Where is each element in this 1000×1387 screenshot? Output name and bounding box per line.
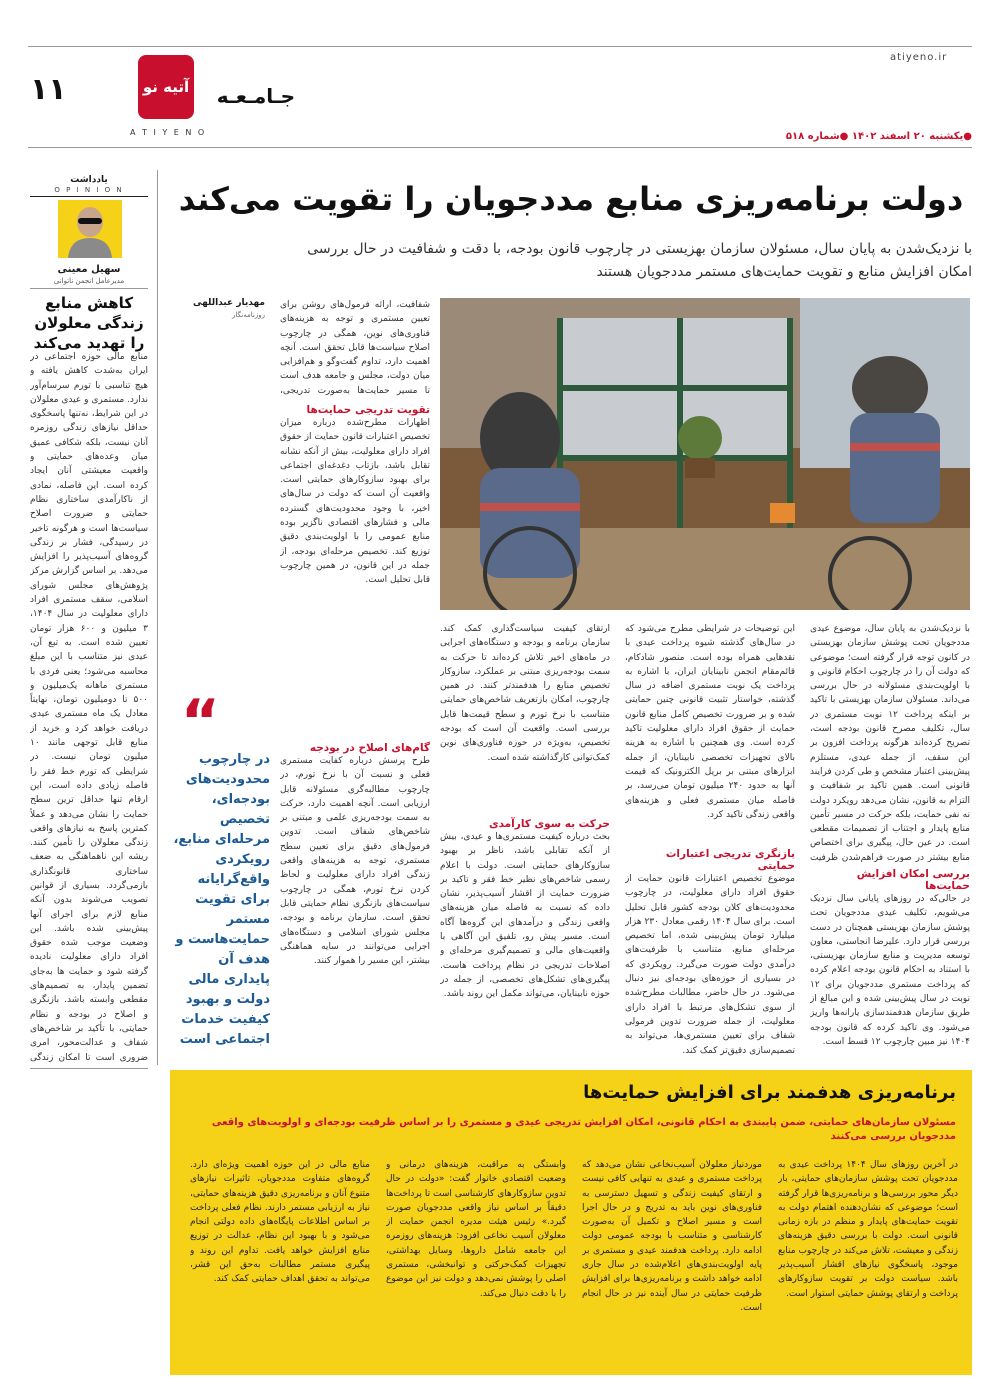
byline-name: مهدیار عبداللهی xyxy=(193,298,265,308)
col3-body: ارتقای کیفیت سیاست‌گذاری کمک کند. سازمان برنامه و بودجه و دستگاه‌های اجرایی در ماه‌های اخیر تلاش کرده‌اند تا حرکت به سمت بودجه‌ریزی مبتنی بر عملکرد، سازوکار تخصیص منابع را هدفمندتر کنند. در همین چارچوب، امکان بازتعریف شاخص‌های حمایتی متناسب با نرخ تورم و سطح قیمت‌ها قابل بررسی است. واقعیت آن است که بودجه تخصیص، به‌ویژه در حوزه فناوری‌های نوین کمک‌توانی کارگذاشته شده است. xyxy=(440,624,610,763)
highlight-box xyxy=(170,1070,972,1375)
section-title: جـامـعـه xyxy=(216,84,295,108)
box-col-2: موردنیاز معلولان آسیب‌نخاعی نشان می‌دهد که پرداخت مستمری و عیدی به تنهایی کافی نیست و ارتقای کیفیت زندگی و تسهیل دسترسی به فناوری‌های نوین باید به تدریج و در حال اجرا است و مسیر اصلاح و تکمیل آن به‌صورت کارشناسی و متناسب با بودجه عمومی دولت ادامه دارد. پرداخت هدفمند عیدی و مستمری بر پایه اولویت‌بندی‌های اعلام‌شده در سال جاری ادامه خواهد داشت و برنامه‌ریزی‌ها برای افزایش ظرفیت حمایتی در سال آینده نیز در حال انجام است. xyxy=(582,1160,762,1313)
box-subtitle: مسئولان سازمان‌های حمایتی، ضمن پایبندی به احکام قانونی، امکان افزایش تدریجی عیدی و مستمری را بر اساس ظرفیت بودجه‌ای و اولویت‌های واقعی مددجویان بررسی می‌کنند xyxy=(211,1117,956,1142)
byline-role: روزنامه‌نگار xyxy=(231,311,265,319)
main-headline: دولت برنامه‌ریزی منابع مددجویان را تقویت می‌کند xyxy=(178,180,964,218)
col3-body-2: بحث درباره کیفیت مستمری‌ها و عیدی، بیش از آنکه تقابلی باشد، ناظر بر بهبود سازوکارهای حمایتی است. دولت با اعلام رسمی شاخص‌های نظیر خط فقر و تاکید بر ضرورت حمایت از اقشار آسیب‌پذیر، نشان داده که نسبت به فاصله میان هزینه‌های واقعی زندگی و درآمدهای این گروه‌ها آگاه است. مسیر پیش رو، تلفیق این آگاهی با واقعیت‌های مالی و تصمیم‌گیری مرحله‌ای و اصلاحات تدریجی در نظام پرداخت هاست. پیگیری‌های تشکل‌های تخصصی، از جمله در حوزه نابینایان، می‌تواند مکمل این روند باشد. xyxy=(440,832,610,1000)
brand-latin: A T I Y E N O xyxy=(130,128,207,137)
col4-body-3: طرح پرسش درباره کفایت مستمری فعلی و نسبت آن با نرخ تورم، در چارچوب مطالبه‌گری مسئولانه قابل ارزیابی است. آنچه اهمیت دارد، حرکت به سمت بودجه‌ریزی علمی و مبتنی بر شاخص‌های شفاف است. تدوین فرمول‌های دقیق برای تعیین سطح مستمری، توجه به هزینه‌های واقعی زندگی افراد دارای معلولیت و لحاظ کردن نرخ تورم، همگی در چارچوب سیاست‌های بازنگری نظام حمایتی قابل تحقق است. سازمان برنامه و بودجه، مجلس شورای اسلامی و دستگاه‌های اجرایی می‌توانند در سایه هماهنگی بیشتر، این مسیر را هموار کنند. xyxy=(280,756,430,967)
article-column-2 xyxy=(625,622,795,1062)
col2-subhead: بازنگری تدریجی اعتبارات حمایتی xyxy=(665,848,795,872)
opinion-author: سهیل معینی xyxy=(57,264,121,275)
box-col-3: وابستگی به مراقبت، هزینه‌های درمانی و وضعیت اقتصادی خانوار گفت: «دولت در حال تدوین سازوکارهای کارشناسی است تا پرداخت‌ها دقیقاً بر اساس نیاز واقعی مددجویان صورت گیرد.» رئیس هیئت مدیره انجمن حمایت از معلولان آسیب نخاعی افزود: هزینه‌های روزمره این جامعه شامل داروها، وسایل بهداشتی، تجهیزات کمک‌حرکتی و توانبخشی، مستمری اصلی را پوشش نمی‌دهد و دولت نیز این موضوع را با دقت دنبال می‌کند. xyxy=(386,1160,566,1299)
col4-subhead: تقویت تدریجی حمایت‌ها xyxy=(306,404,430,416)
header-bottom-rule xyxy=(28,147,972,148)
main-lead: با نزدیک‌شدن به پایان سال، مسئولان سازمان بهزیستی در چارچوب قانون بودجه، با دقت و شفافیت در حال بررسی امکان افزایش منابع و تقویت حمایت‌های مستمر مددجویان هستند xyxy=(307,241,972,280)
opinion-author-role: مدیرعامل انجمن ناتوانی xyxy=(30,277,148,289)
issue-date-line: ●یکشنبه ۲۰ اسفند ۱۴۰۲ ●شماره ۵۱۸ xyxy=(785,131,972,142)
sidebar-divider xyxy=(157,170,158,1065)
col3-subhead: حرکت به سوی کارآمدی xyxy=(488,818,610,830)
pull-quote-mark: “ xyxy=(180,687,220,757)
col2-body: این توضیحات در شرایطی مطرح می‌شود که در سال‌های گذشته شیوه پرداخت عیدی با نقدهایی همراه بوده است. منصور شادکام، قائم‌مقام انجمن نابینایان ایران، با اشاره به پرداخت یک نوبت مستمری اضافه در سال گذشته، خواستار تثبیت قانونی چنین حمایتی شده و بر ضرورت تخصیص کامل منابع قانون حمایت از حقوق افراد دارای معلولیت تاکید کرده است. وی همچنین با اشاره به هزینه بالای تجهیزات تخصصی نابینایان، از جمله ابزارهای مبتنی بر بریل الکترونیک که قیمت آنها به حدود ۲۴۰ میلیون تومان می‌رسد، بر فاصله میان مستمری فعلی و هزینه‌های واقعی زندگی تاکید کرد. xyxy=(625,624,795,820)
site-url[interactable]: atiyeno.ir xyxy=(890,52,948,63)
col1-body: با نزدیک‌شدن به پایان سال، موضوع عیدی مددجویان تحت پوشش سازمان بهزیستی در کانون توجه قرار گرفته است؛ موضوعی که دولت آن را در چارچوب احکام قانونی و با اولویت‌بندی مسئولانه در حال بررسی می‌داند. مسئولان سازمان بهزیستی با تاکید بر اینکه پرداخت ۱۲ نوبت مستمری در سال، تکلیف مصرح قانون بودجه است، تصریح کرده‌اند هرگونه پرداخت افزون بر این سقف، از جمله عیدی، مستلزم پیش‌بینی اعتبار مشخص و طی کردن فرایند قانونی است. همین تاکید بر شفافیت و التزام به قانون، نشان می‌دهد رویکرد دولت نه نفی حمایت، بلکه حرکت در مسیر تأمین منابع پایدار و اجتناب از تصمیمات مقطعی است. در عین حال، پیگیری برای اختصاص منابع بیشتر در صورت فراهم‌شدن ظرفیت xyxy=(810,624,970,862)
col4-subhead-2: گام‌های اصلاح در بودجه xyxy=(309,742,430,754)
article-column-4 xyxy=(280,298,430,1098)
header-top-rule xyxy=(28,46,972,47)
pull-quote-text: در چارچوب محدودیت‌های بودجه‌ای، تخصیص مرحله‌ای منابع، رویکردی واقع‌گرایانه برای تقویت مستمر حمایت‌هاست و هدف آن پایداری مالی دولت و بهبود کیفیت خدمات اجتماعی است xyxy=(173,752,270,1047)
sidebar-bottom-rule xyxy=(30,1068,148,1069)
author-photo xyxy=(58,200,122,258)
col1-body-2: در حالی‌که در روزهای پایانی سال نزدیک می‌شویم، تکلیف عیدی مددجویان تحت پوشش سازمان بهزیستی همچنان در دست بررسی قرار دارد. علیرضا انجاستی، معاون توسعه مدیریت و منابع سازمان بهزیستی، با استناد به احکام قانون بودجه اعلام کرده که پرداخت مستمری مددجویان برای ۱۲ نوبت در سال پیش‌بینی شده و این مبالغ از طریق سازمان هدفمندسازی یارانه‌ها واریز می‌شود. وی تاکید کرده که قانون بودجه ۱۴۰۴ نیز مبین چارچوب ۱۲ قسط است. xyxy=(810,894,970,1047)
box-col-4: منابع مالی در این حوزه اهمیت ویژه‌ای دارد. گروه‌های متفاوت مددجویان، تاثیرات نیازهای متنوع آنان و برنامه‌ریزی دقیق هزینه‌های حمایتی، نیاز به ارزیابی مستمر دارند. نظام فعلی پرداخت بر اساس اطلاعات پایگاه‌های داده دولتی انجام می‌شود و با بهبود این نظام، عدالت در توزیع منابع افزایش خواهد یافت. تداوم این روند و پیگیری مستمر مطالبات به‌حق این قشر، می‌تواند به تحقق اهداف حمایتی کمک کند. xyxy=(190,1160,370,1285)
col1-subhead: بررسی امکان افزایش حمایت‌ها xyxy=(856,868,970,892)
col4-body: شفافیت، ارائه فرمول‌های روشن برای تعیین مستمری و توجه به هزینه‌های فناوری‌های نوین، همگی در چارچوب اصلاح سیاست‌ها قابل تحقق است. آنچه اهمیت دارد، تداوم گفت‌وگو و هم‌افزایی میان دولت، مجلس و جامعه هدف است تا مسیر حمایت‌ها به‌صورت تدریجی، xyxy=(280,300,430,396)
opinion-body: منابع مالی حوزه اجتماعی در ایران به‌شدت کاهش یافته و هیچ تناسبی با تورم سرسام‌آور ندارد. مستمری و عیدی معلولان در این شرایط، نه‌تنها پاسخگوی حداقل نیازهای زندگی روزمره آنان نیست، بلکه شکافی عمیق میان وعده‌های حمایتی و واقعیت معیشتی آنان ایجاد کرده است. این فاصله، نمادی از ناکارآمدی ساختاری نظام حمایتی و ضرورت اصلاح سیاست‌ها است و هرگونه تاخیر در رسیدگی، فشار بر زندگی گروه‌های آسیب‌پذیر را افزایش می‌دهد. بر اساس گزارش مرکز پژوهش‌های مجلس شورای اسلامی، سقف مستمری افراد دارای معلولیت در سال ۱۴۰۴، ۳ میلیون و ۶۰۰ هزار تومان تعیین شده است. به تبع آن، عیدی نیز متناسب با این مبلغ محاسبه می‌شود؛ یعنی فردی با مستمری ماهانه یک‌میلیون و ۵۰۰ تا دومیلیون تومان، نهایتاً معادل یک ماه مستمری عیدی دریافت خواهد کرد و خرید از منابع قابل توجهی مانند ۱۰ میلیون تومان نیست. در شرایطی که تورم خط فقر را فاصله زیادی داده است، این ارقام تنها حداقل ترین سطح حمایت را نشان می‌دهد و عملاً کمترین پاسخ به نیازهای واقعی زندگی معلولان را تأمین کنند. ریشه این ناهماهنگی به ضعف ساختاری قانونگذاری بازمی‌گردد. بسیاری از قوانین تصویب می‌شوند بدون آنکه منابع لازم برای اجرای آنها پیش‌بینی شده باشد. این وضعیت موجب شده حقوق افراد دارای معلولیت نادیده گرفته شود و حمایت ها به‌جای تضمین پایدار، به تصمیم‌های مقطعی وابسته باشد. بازنگری و اصلاح در بودجه و نظام حمایتی، با تأکید بر شاخص‌های شفاف و عدالت‌محور، امری ضروری است تا امکان زندگی xyxy=(30,352,148,1062)
main-photo xyxy=(440,298,970,610)
box-col-1: در آخرین روزهای سال ۱۴۰۴ پرداخت عیدی به مددجویان تحت پوشش سازمان‌های حمایتی، بار دیگر محور بررسی‌ها و برنامه‌ریزی‌ها قرار گرفته است؛ موضوعی که نشان‌دهنده اهتمام دولت به تقویت حمایت‌های پایدار و منظم در بازه زمانی قانونی است. دولت با بررسی دقیق هزینه‌های زندگی و معیشت، تلاش می‌کند در چارچوب منابع موجود، پاسخگوی نیازهای اقشار آسیب‌پذیر باشد. سیاست دولت بر تقویت سازوکارهای پرداخت و ارتقای پوشش حمایتی استوار است. xyxy=(778,1160,958,1299)
opinion-kicker-latin: O P I N I O N xyxy=(30,186,148,197)
wheelchair-photo-icon xyxy=(440,298,970,610)
col2-body-2: موضوع تخصیص اعتبارات قانون حمایت از حقوق افراد دارای معلولیت، در چارچوب محدودیت‌های کلان بودجه کشور قابل تحلیل است. برای سال ۱۴۰۴ رقمی معادل ۲۳۰ هزار میلیارد تومان پیش‌بینی شده، اما تخصیص مرحله‌ای منابع، متناسب با ظرفیت‌های درآمدی دولت صورت می‌گیرد. رویکردی که در بسیاری از حوزه‌های بودجه‌ای نیز دنبال می‌شود. در حال حاضر، مطالبات مطرح‌شده از سوی تشکل‌های مرتبط با افراد دارای معلولیت، از جمله ضرورت تدوین فرمولی شفاف برای تعیین مستمری‌ها، می‌تواند به تصمیم‌سازی دقیق‌تر کمک کند. xyxy=(625,874,795,1056)
page-number: ۱۱ xyxy=(30,72,67,107)
opinion-kicker: یادداشت xyxy=(70,175,108,185)
brand-logo-text: آتیه نو xyxy=(142,77,190,96)
opinion-title: کاهش منابع زندگی معلولان را تهدید می‌کند xyxy=(33,294,145,352)
author-portrait-icon xyxy=(58,200,122,258)
col4-body-2: اظهارات مطرح‌شده درباره میزان تخصیص اعتبارات قانون حمایت از حقوق افراد دارای معلولیت، بیش از آنکه نشانه تقابل باشد، بازتاب دغدغه‌ای اجتماعی برای بهبود سازوکارهای حمایتی است. واقعیت آن است که دولت در سال‌های اخیر، با وجود محدودیت‌های گسترده مالی و فشارهای اقتصادی ناگزیر بوده منابع عمومی را با اولویت‌بندی دقیق توزیع کند. تخصیص مرحله‌ای بودجه، از جمله در این قانون، در همین چارچوب قابل تحلیل است. xyxy=(280,418,430,586)
article-column-3 xyxy=(440,622,610,1062)
article-column-1 xyxy=(810,622,970,1062)
brand-logo xyxy=(138,55,194,119)
box-title: برنامه‌ریزی هدفمند برای افزایش حمایت‌ها xyxy=(583,1082,956,1103)
